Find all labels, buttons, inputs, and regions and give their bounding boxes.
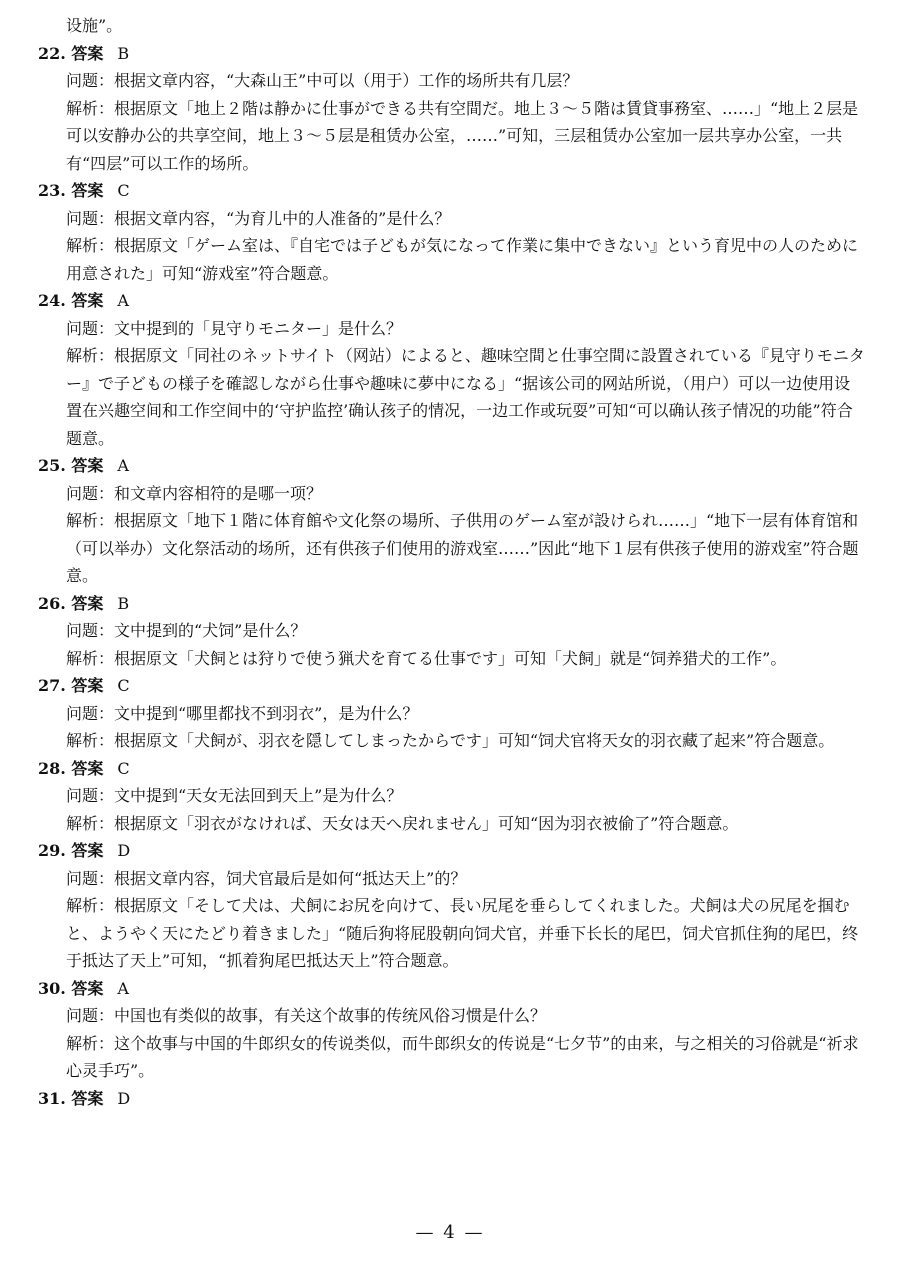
answer-item-23 (38, 177, 866, 287)
item-number: 22. 答案 (38, 43, 104, 63)
page-number: — 4 — (415, 1222, 485, 1243)
answer-heading (38, 672, 866, 700)
answer-letter: A (117, 978, 129, 998)
item-number: 27. 答案 (38, 676, 104, 695)
item-number: 25. 答案 (38, 456, 104, 475)
explanation-text: 解析：根据原文「同社のネットサイト（网站）によると、趣味空間と仕事空間に設置されている『見守りモニター』で子どもの様子を確認しながら仕事や趣味に夢中になる」“据该公司的网站所说，（用户）可以一边使用设置在兴趣空间和工作空间中的‘守护监控’确认孩子的情况，一边工作或玩耍”可知“可以确认孩子情况的功能”符合题意。 (66, 346, 865, 448)
question-text: 问题：根据文章内容，饲犬官最后是如何“抵达天上”的？ (66, 868, 467, 888)
explanation-text: 解析：这个故事与中国的牛郎织女的传说类似，而牛郎织女的传说是“七夕节”的由来，与之相关的习俗就是“祈求心灵手巧”。 (66, 1033, 859, 1080)
answer-heading (38, 1085, 866, 1113)
answer-heading (38, 452, 866, 480)
item-number: 24. 答案 (38, 291, 104, 310)
item-number: 28. 答案 (38, 758, 104, 778)
explanation-text: 解析：根据原文「地下１階に体育館や文化祭の場所、子供用のゲーム室が設けられ……」“地下一层有体育馆和（可以举办）文化祭活动的场所，还有供孩子们使用的游戏室……”因此“地下１层有供孩子使用的游戏室”符合题意。 (66, 511, 859, 585)
answer-letter: C (117, 758, 130, 778)
answer-item-31 (38, 1085, 866, 1113)
explanation-text: 解析：根据原文「犬飼とは狩りで使う猟犬を育てる仕事です」可知「犬飼」就是“饲养猎犬的工作”。 (66, 648, 787, 668)
answer-letter: B (117, 593, 130, 613)
question-text: 问题：和文章内容相符的是哪一项？ (66, 483, 323, 503)
explanation-text: 解析：根据原文「犬飼が、羽衣を隠してしまったからです」可知“饲犬官将天女的羽衣藏了起来”符合题意。 (66, 731, 835, 750)
answer-key-content (38, 12, 866, 1112)
answer-item-29 (38, 837, 866, 975)
answer-item-28 (38, 755, 866, 838)
carryover-text: 设施”。 (66, 16, 123, 35)
question-text: 问题：文中提到“天女无法回到天上”是为什么？ (66, 786, 403, 805)
item-number: 26. 答案 (38, 593, 104, 613)
explanation-text: 解析：根据原文「そして犬は、犬飼にお尻を向けて、長い尻尾を垂らしてくれました。犬飼は犬の尻尾を掴むと、ようやく天にたどり着きました」“随后狗将屁股朝向饲犬官，并垂下长长的尾巴，饲犬官抓住狗的尾巴，终于抵达了天上”可知，“抓着狗尾巴抵达天上”符合题意。 (66, 896, 859, 970)
answer-heading (38, 40, 866, 68)
answer-heading (38, 975, 866, 1003)
answer-heading (38, 177, 866, 205)
answer-item-27 (38, 672, 866, 755)
answer-letter: B (117, 43, 130, 63)
answer-heading (38, 590, 866, 618)
answer-item-24 (38, 287, 866, 452)
item-number: 23. 答案 (38, 181, 104, 200)
answer-letter: D (117, 1088, 131, 1108)
question-text: 问题：中国也有类似的故事，有关这个故事的传统风俗习惯是什么？ (66, 1006, 547, 1025)
question-text: 问题：文中提到的「見守りモニター」是什么？ (66, 318, 403, 338)
question-text: 问题：文中提到的“犬饲”是什么？ (66, 621, 307, 640)
item-number: 30. 答案 (38, 978, 104, 998)
item-number: 31. 答案 (38, 1088, 104, 1108)
answer-letter: C (117, 676, 130, 695)
question-text: 问题：根据文章内容，“为育儿中的人准备的”是什么？ (66, 208, 451, 228)
answer-heading (38, 755, 866, 783)
answer-letter: C (117, 181, 130, 200)
question-text: 问题：文中提到“哪里都找不到羽衣”，是为什么？ (66, 703, 419, 723)
answer-item-30 (38, 975, 866, 1085)
answer-item-22 (38, 40, 866, 178)
answer-item-25 (38, 452, 866, 590)
explanation-text: 解析：根据原文「ゲーム室は、『自宅では子どもが気になって作業に集中できない』という育児中の人のために用意された」可知“游戏室”符合题意。 (66, 236, 859, 283)
item-number: 29. 答案 (38, 841, 104, 860)
answer-heading (38, 287, 866, 315)
answer-letter: A (117, 456, 129, 475)
answer-heading (38, 837, 866, 865)
explanation-text: 解析：根据原文「地上２階は静かに仕事ができる共有空間だ。地上３～５階は賃貸事務室、……」“地上２层是可以安静办公的共享空间，地上３～５层是租赁办公室，……”可知，三层租赁办公室加一层共享办公室，一共有“四层”可以工作的场所。 (66, 98, 859, 173)
question-text: 问题：根据文章内容，“大森山王”中可以（用于）工作的场所共有几层？ (66, 71, 579, 90)
explanation-text: 解析：根据原文「羽衣がなければ、天女は天へ戻れません」可知“因为羽衣被偷了”符合题意。 (66, 813, 739, 833)
answer-letter: D (117, 841, 131, 860)
answer-letter: A (117, 291, 129, 310)
answer-item-26 (38, 590, 866, 673)
